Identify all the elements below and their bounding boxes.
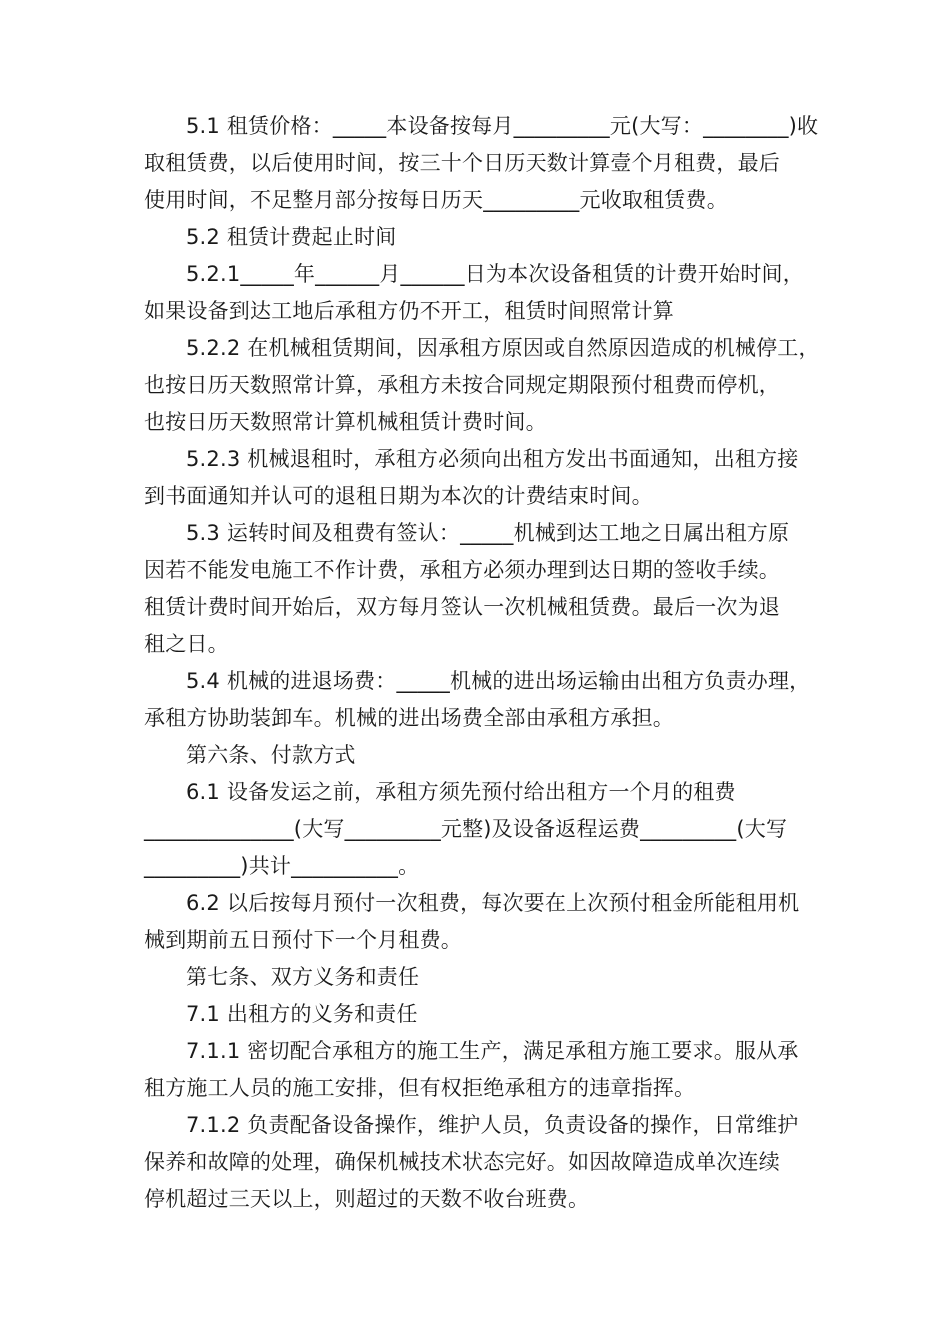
paragraph-line: 6.2 以后按每月预付一次租费，每次要在上次预付租金所能租用机 [186, 891, 800, 915]
paragraph-line: 5.2.1_____年______月______日为本次设备租赁的计费开始时间， [186, 262, 804, 286]
paragraph-line: 到书面通知并认可的退租日期为本次的计费结束时间。 [144, 484, 653, 508]
paragraph-line: 停机超过三天以上，则超过的天数不收台班费。 [144, 1187, 590, 1211]
paragraph-line: 承租方协助装卸车。机械的进出场费全部由承租方承担。 [144, 706, 674, 730]
paragraph-line: 使用时间，不足整月部分按每日历天_________元收取租赁费。 [144, 188, 728, 212]
paragraph-line: 取租赁费，以后使用时间，按三十个日历天数计算壹个月租费，最后 [144, 151, 780, 175]
paragraph-line: 也按日历天数照常计算机械租赁计费时间。 [144, 410, 547, 434]
paragraph-5-1 [144, 108, 819, 219]
paragraph-line: 5.2.2 在机械租赁期间，因承租方原因或自然原因造成的机械停工， [186, 336, 820, 360]
paragraph-line: 租赁计费时间开始后，双方每月签认一次机械租赁费。最后一次为退 [144, 595, 780, 619]
paragraph-line: 7.1 出租方的义务和责任 [186, 1002, 418, 1026]
paragraph-7-1 [144, 996, 808, 1033]
paragraph-5-3 [144, 515, 808, 663]
paragraph-5-2-2 [144, 330, 820, 441]
paragraph-art-7 [144, 959, 808, 996]
paragraph-5-2-1 [144, 256, 808, 330]
paragraph-line: 保养和故障的处理，确保机械技术状态完好。如因故障造成单次连续 [144, 1150, 780, 1174]
paragraph-line: 械到期前五日预付下一个月租费。 [144, 928, 462, 952]
document-body [144, 108, 820, 1218]
paragraph-line: 如果设备到达工地后承租方仍不开工，租赁时间照常计算 [144, 299, 674, 323]
paragraph-line: _________)共计__________。 [144, 854, 420, 878]
paragraph-line: 第六条、付款方式 [186, 743, 356, 767]
paragraph-line: 5.2.3 机械退租时，承租方必须向出租方发出书面通知，出租方接 [186, 447, 799, 471]
paragraph-line: ______________(大写_________元整)及设备返程运费_________(大写 [144, 817, 788, 841]
paragraph-line: 租方施工人员的施工安排，但有权拒绝承租方的违章指挥。 [144, 1076, 696, 1100]
paragraph-line: 因若不能发电施工不作计费，承租方必须办理到达日期的签收手续。 [144, 558, 780, 582]
paragraph-line: 6.1 设备发运之前，承租方须先预付给出租方一个月的租费 [186, 780, 736, 804]
paragraph-line: 5.3 运转时间及租费有签认：_____机械到达工地之日属出租方原 [186, 521, 790, 545]
paragraph-6-1 [144, 774, 808, 885]
paragraph-line: 租之日。 [144, 632, 229, 656]
paragraph-6-2 [144, 885, 808, 959]
paragraph-line: 7.1.1 密切配合承租方的施工生产，满足承租方施工要求。服从承 [186, 1039, 799, 1063]
paragraph-art-6 [144, 737, 808, 774]
paragraph-line: 第七条、双方义务和责任 [186, 965, 420, 989]
paragraph-7-1-1 [144, 1033, 808, 1107]
paragraph-line: 7.1.2 负责配备设备操作，维护人员，负责设备的操作，日常维护 [186, 1113, 799, 1137]
paragraph-5-4 [144, 663, 811, 737]
paragraph-7-1-2 [144, 1107, 808, 1218]
paragraph-5-2-3 [144, 441, 808, 515]
paragraph-5-2 [144, 219, 808, 256]
paragraph-line: 5.1 租赁价格：_____本设备按每月_________元(大写：________)收 [186, 114, 819, 138]
paragraph-line: 5.4 机械的进退场费：_____机械的进出场运输由出租方负责办理， [186, 669, 811, 693]
paragraph-line: 5.2 租赁计费起止时间 [186, 225, 397, 249]
paragraph-line: 也按日历天数照常计算，承租方未按合同规定期限预付租费而停机， [144, 373, 780, 397]
